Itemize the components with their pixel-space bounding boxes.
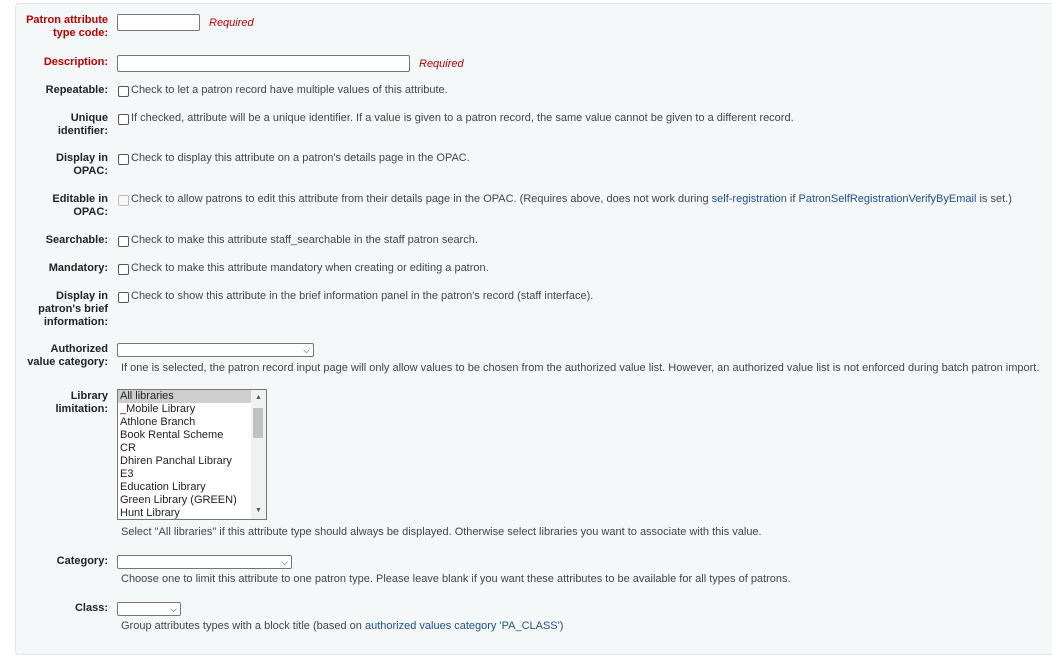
list-option[interactable]: E3 — [120, 468, 134, 480]
list-option[interactable]: Hunt Library — [120, 507, 180, 519]
list-option[interactable]: CR — [120, 442, 136, 454]
list-option[interactable]: Dhiren Panchal Library — [120, 455, 232, 467]
list-option[interactable]: Education Library — [120, 481, 206, 493]
authorized-value-select[interactable] — [117, 343, 314, 357]
class-hint: Group attributes types with a block title (based on authorized values category 'PA_CLASS') — [121, 620, 564, 632]
category-hint: Choose one to limit this attribute to one patron type. Please leave blank if you want these attributes to be available for all types of patrons. — [121, 573, 791, 585]
searchable-checkbox[interactable] — [118, 236, 129, 247]
class-select[interactable] — [117, 602, 181, 616]
scrollbar-thumb[interactable] — [253, 408, 263, 438]
scroll-down-icon[interactable]: ▼ — [255, 507, 262, 514]
opac-display-text: Check to display this attribute on a patron's details page in the OPAC. — [131, 152, 470, 164]
mandatory-checkbox[interactable] — [118, 264, 129, 275]
description-input[interactable] — [117, 55, 410, 72]
unique-text: If checked, attribute will be a unique identifier. If a value is given to a patron record, the same value cannot be given to a different record. — [131, 112, 794, 124]
description-label: Description: — [43, 56, 108, 68]
library-limitation-listbox[interactable] — [117, 389, 267, 520]
opac-display-checkbox[interactable] — [118, 154, 129, 165]
opac-display-label: Display in OPAC: — [56, 152, 108, 177]
searchable-text: Check to make this attribute staff_searchable in the staff patron search. — [131, 234, 478, 246]
brief-info-text: Check to show this attribute in the brief information panel in the patron's record (staff interface). — [131, 290, 594, 302]
unique-checkbox[interactable] — [118, 114, 129, 125]
list-option[interactable]: _Mobile Library — [120, 403, 196, 415]
repeatable-checkbox[interactable] — [118, 86, 129, 97]
verify-by-email-link[interactable]: PatronSelfRegistrationVerifyByEmail — [798, 193, 977, 205]
authorized-value-hint: If one is selected, the patron record input page will only allow values to be chosen from the authorized value list. However, an authorized value list is not enforced during batch patron import. — [121, 362, 1040, 374]
scroll-up-icon[interactable]: ▲ — [255, 394, 262, 401]
self-registration-link[interactable]: self-registration — [711, 193, 787, 205]
category-select[interactable] — [117, 555, 292, 569]
list-option[interactable]: Book Rental Scheme — [120, 429, 224, 441]
library-limitation-label: Library limitation: — [55, 390, 108, 415]
brief-info-label: Display in patron's brief information: — [38, 290, 108, 328]
mandatory-label: Mandatory: — [48, 262, 108, 274]
repeatable-text: Check to let a patron record have multiple values of this attribute. — [131, 84, 448, 96]
chevron-down-icon: ⌵ — [303, 345, 310, 355]
listbox-scrollbar[interactable] — [251, 390, 266, 519]
chevron-down-icon: ⌵ — [281, 557, 288, 567]
mandatory-text: Check to make this attribute mandatory when creating or editing a patron. — [131, 262, 489, 274]
opac-editable-checkbox[interactable] — [118, 195, 129, 206]
category-label: Category: — [56, 555, 108, 567]
list-option[interactable]: All libraries — [118, 390, 251, 403]
description-required: Required — [419, 58, 464, 70]
opac-editable-text: Check to allow patrons to edit this attribute from their details page in the OPAC. (Requires above, does not work during self-registration if PatronSelfRegistrationVerifyByEmail is set.) — [131, 193, 1012, 205]
repeatable-label: Repeatable: — [45, 84, 108, 96]
pa-class-link[interactable]: authorized values category 'PA_CLASS' — [364, 620, 560, 632]
searchable-label: Searchable: — [45, 234, 108, 246]
class-label: Class: — [74, 602, 108, 614]
list-option[interactable]: Green Library (GREEN) — [120, 494, 237, 506]
unique-label: Unique identifier: — [57, 112, 108, 137]
list-option[interactable]: Athlone Branch — [120, 416, 196, 428]
authorized-value-label: Authorized value category: — [27, 343, 108, 368]
type-code-input[interactable] — [117, 14, 200, 31]
opac-editable-label: Editable in OPAC: — [52, 193, 108, 218]
type-code-label: Patron attribute type code: — [26, 14, 108, 39]
chevron-down-icon: ⌵ — [170, 604, 177, 614]
type-code-required: Required — [209, 17, 254, 29]
brief-info-checkbox[interactable] — [118, 292, 129, 303]
library-limitation-hint: Select "All libraries" if this attribute type should always be displayed. Otherwise select libraries you want to associate with this value. — [121, 526, 762, 538]
